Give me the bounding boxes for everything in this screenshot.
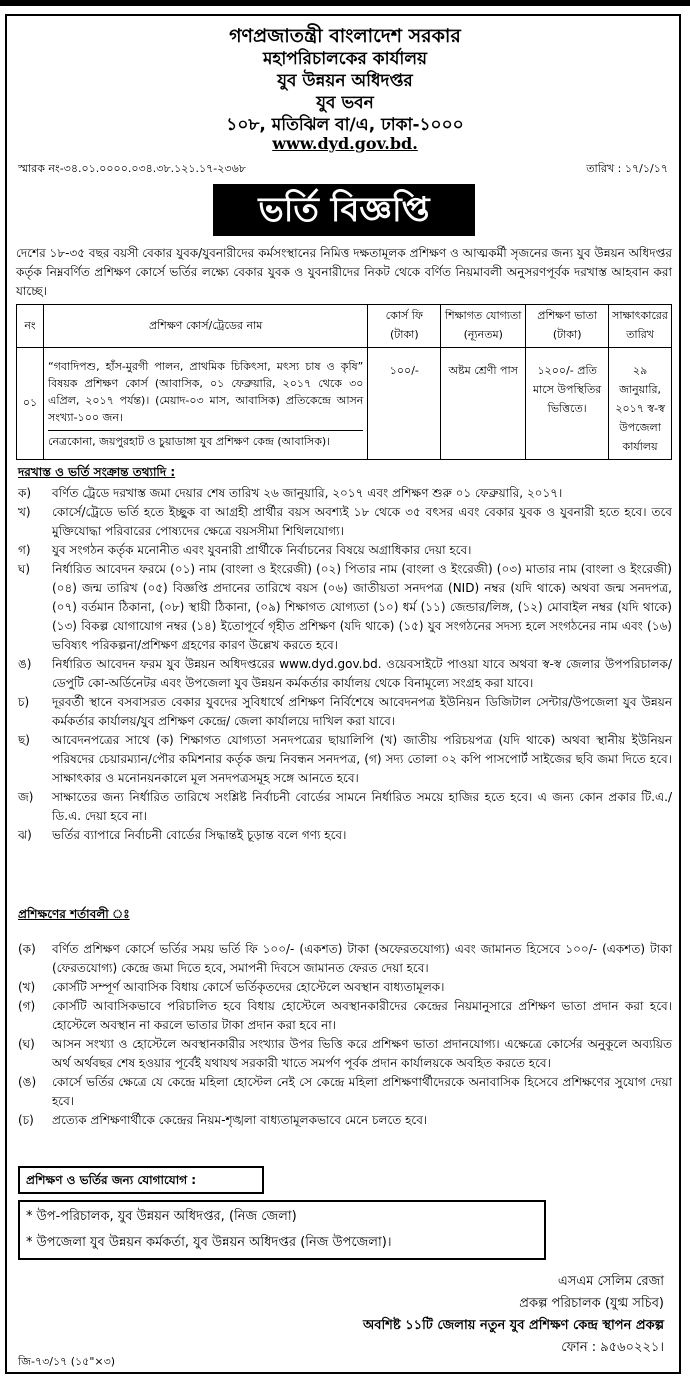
list-item: (ক) বর্ণিত প্রশিক্ষণ কোর্সে ভর্তির সময় ভর্তি ফি ১০০/- (একশত) টাকা (অফেরতযোগ্য) এবং জামানত হিসেবে ১০০/- (একশত) টাকা (ফেরতযোগ্য) কেন্দ্রে জমা দিতে হবে, সমাপনী দিবসে জামানত ফেরত দেয়া হবে। bbox=[18, 942, 672, 975]
project-name: অবশিষ্ট ১১টি জেলায় নতুন যুব প্রশিক্ষণ কেন্দ্র স্থাপন প্রকল্প bbox=[362, 1318, 664, 1333]
row-course bbox=[43, 348, 367, 460]
col-allowance: প্রশিক্ষণ ভাতা (টাকা) bbox=[526, 305, 609, 348]
notice-date: তারিখ : ১৭/১/১৭ bbox=[586, 162, 668, 175]
col-no: নং bbox=[17, 305, 44, 348]
header-department: যুব উন্নয়ন অধিদপ্তর bbox=[277, 71, 413, 91]
row-fee: ১০০/- bbox=[368, 348, 441, 460]
col-fee: কোর্স ফি (টাকা) bbox=[368, 305, 441, 348]
list-item: (গ) কোর্সটি আবাসিকভাবে পরিচালিত হবে বিধায় হোস্টেলে অবস্থানকারীদের কেন্দ্রের নিয়মানুসারে প্রশিক্ষণ ভাতা প্রদান করা হবে। হোস্টেলে অবস্থান না করলে ভাতার টাকা প্রদান করা হবে না। bbox=[18, 999, 672, 1032]
course-description: “গবাদিপশু, হাঁস-মুরগী পালন, প্রাথমিক চিকিৎসা, মৎস্য চাষ ও কৃষি” বিষয়ক প্রশিক্ষণ কোর্স (আবাসিক, ০১ ফেব্রুয়ারি, ২০১৭ থেকে ৩০ এপ্রিল, ২০১৭ পর্যন্ত)। (মেয়াদ-০৩ মাস, আবাসিক) প্রতিকেন্দ্রে আসন সংখ্যা-১০০ জন। bbox=[47, 359, 364, 424]
conditions-list bbox=[18, 940, 672, 1130]
top-rule bbox=[0, 0, 690, 6]
conditions-section-title: প্রশিক্ষণের শর্তাবলী ঃ bbox=[18, 907, 130, 921]
contact-line-upazila: * উপজেলা যুব উন্নয়ন কর্মকর্তা, যুব উন্নয়ন অধিদপ্তর (নিজ উপজেলা)। bbox=[26, 1235, 392, 1250]
list-item: ক) বর্ণিত ট্রেডে দরখাস্ত জমা দেয়ার শেষ তারিখ ২৬ জানুয়ারি, ২০১৭ এবং প্রশিক্ষণ শুরু ০১ ফেব্রুয়ারি, ২০১৭। bbox=[18, 486, 563, 500]
admission-notice-banner: ভর্তি বিজ্ঞপ্তি bbox=[213, 184, 475, 236]
contact-line-district: * উপ-পরিচালক, যুব উন্নয়ন অধিদপ্তর, (নিজ জেলা) bbox=[26, 1209, 297, 1224]
row-allowance: ১২০০/- প্রতি মাসে উপস্থিতির ভিত্তিতে। bbox=[526, 348, 609, 460]
contact-box bbox=[18, 1200, 546, 1260]
table-row bbox=[17, 348, 672, 460]
contact-title-box: প্রশিক্ষণ ও ভর্তির জন্য যোগাযোগ : bbox=[18, 1166, 264, 1194]
row-no: ০১ bbox=[17, 348, 44, 460]
header-government: গণপ্রজাতন্ত্রী বাংলাদেশ সরকার bbox=[229, 25, 461, 47]
row-qualification: অষ্টম শ্রেণী পাস bbox=[441, 348, 526, 460]
col-qualification: শিক্ষাগত যোগ্যতা (ন্যূনতম) bbox=[441, 305, 526, 348]
row-interview: ২৯ জানুয়ারি, ২০১৭ স্ব-স্ব উপজেলা কার্যালয় bbox=[609, 348, 672, 460]
list-item: (ঘ) আসন সংখ্যা ও হোস্টেলে অবস্থানকারীর সংখ্যার উপর ভিত্তি করে প্রশিক্ষণ ভাতা প্রদানযোগ্য। এক্ষেত্রে কোর্সের অনুকূলে অব্যয়িত অর্থ অর্থবছর শেষ হওয়ার পূর্বেই যথাযথ সরকারী খাতে সমর্পণ পূর্বক প্রদান কার্যালয়কে অবহিত করতে হবে। bbox=[18, 1037, 672, 1070]
header-building: যুব ভবন bbox=[316, 93, 374, 113]
ad-reference: জি-৭৩/১৭ (১৫"×৩) bbox=[18, 1355, 116, 1368]
contact-phone: ফোন : ৯৫৬০২২১। bbox=[561, 1340, 664, 1355]
course-centers: নেত্রকোনা, জয়পুরহাট ও চুয়াডাঙ্গা যুব প্রশিক্ষণ কেন্দ্র (আবাসিক)। bbox=[48, 430, 363, 450]
list-item: ঝ) ভর্তির ব্যাপারে নির্বাচনী বোর্ডের সিদ্ধান্তই চূড়ান্ত বলে গণ্য হবে। bbox=[18, 828, 347, 842]
course-table-header bbox=[17, 305, 672, 348]
list-item: চ) দূরবর্তী স্থানে বসবাসরত বেকার যুবদের সুবিধার্থে প্রশিক্ষণ নির্বিশেষে আবেদনপত্র ইউনিয়ন ডিজিটাল সেন্টার/উপজেলা যুব উন্নয়ন কর্মকর্তার কার্যালয়/যুব প্রশিক্ষণ কেন্দ্রে/ জেলা কার্যালয়ে দাখিল করা যাবে। bbox=[18, 695, 672, 728]
list-item: গ) যুব সংগঠন কর্তৃক মনোনীত এবং যুবনারী প্রার্থীকে নির্বাচনের বিষয়ে অগ্রাধিকার দেয়া হবে। bbox=[18, 543, 472, 557]
header-office: মহাপরিচালকের কার্যালয় bbox=[262, 49, 428, 69]
list-item: ঙ) নির্ধারিত আবেদন ফরম যুব উন্নয়ন অধিদপ্তরের www.dyd.gov.bd. ওয়েবসাইটে পাওয়া যাবে অথবা স্ব-স্ব জেলার উপপরিচালক/ডেপুটি কো-অর্ডিনেটর এবং উপজেলা যুব উন্নয়ন কর্মকর্তার কার্যালয় থেকে বিনামূল্যে সংগ্রহ করা যাবে। bbox=[18, 657, 672, 690]
header-website: www.dyd.gov.bd. bbox=[272, 134, 418, 153]
list-item: খ) কোর্সে/ট্রেডে ভর্তি হতে ইচ্ছুক বা আগ্রহী প্রার্থীর বয়স অবশ্যই ১৮ থেকে ৩৫ বৎসর এবং বেকার যুবক ও যুবনারী হতে হবে। তবে মুক্তিযোদ্ধা পরিবারের পোষ্যদের ক্ষেত্রে বয়সসীমা শিথিলযোগ্য। bbox=[18, 505, 672, 538]
signatory-name: এসএম সেলিম রেজা bbox=[557, 1274, 664, 1289]
list-item: (ঙ) কোর্সে ভর্তির ক্ষেত্রে যে কেন্দ্রে মহিলা হোস্টেল নেই সে কেন্দ্রে মহিলা প্রশিক্ষণার্থীদেরকে অনাবাসিক হিসেবে প্রশিক্ষণের সুযোগ দেয়া হবে। bbox=[18, 1075, 672, 1108]
memo-number: স্মারক নং-৩৪.০১.০০০০.০৩৪.৩৮.১২১.১৭-২৩৬৮ bbox=[18, 162, 246, 175]
course-table bbox=[16, 304, 672, 460]
col-course: প্রশিক্ষণ কোর্স/ট্রেডের নাম bbox=[43, 305, 367, 348]
list-item: ছ) আবেদনপত্রের সাথে (ক) শিক্ষাগত যোগ্যতা সনদপত্রের ছায়ালিপি (খ) জাতীয় পরিচয়পত্র (যদি থাকে) অথবা স্থানীয় ইউনিয়ন পরিষদের চেয়ারম্যান/পৌর কমিশনার কর্তৃক জন্ম নিবন্ধন সনদপত্র, (গ) সদ্য তোলা ০২ কপি পাসপোর্ট সাইজের ছবি জমা দিতে হবে। সাক্ষাৎকার ও মনোনয়নকালে মূল সনদপত্রসমূহ সঙ্গে আনতে হবে। bbox=[18, 733, 672, 785]
signatory-designation: প্রকল্প পরিচালক (যুগ্ম সচিব) bbox=[519, 1296, 664, 1311]
list-item: (চ) প্রত্যেক প্রশিক্ষণার্থীকে কেন্দ্রের নিয়ম-শৃঙ্খলা বাধ্যতামূলকভাবে মেনে চলতে হবে। bbox=[18, 1113, 428, 1127]
col-interview: সাক্ষাৎকারের তারিখ bbox=[609, 305, 672, 348]
application-list bbox=[18, 484, 672, 845]
list-item: (খ) কোর্সটি সম্পূর্ণ আবাসিক বিধায় কোর্সে ভর্তিকৃতদের হোস্টেলে অবস্থান বাধ্যতামূলক। bbox=[18, 980, 445, 994]
list-item: ঘ) নির্ধারিত আবেদন ফরমে (০১) নাম (বাংলা ও ইংরেজী) (০২) পিতার নাম (বাংলা ও ইংরেজী) (০৩) মাতার নাম (বাংলা ও ইংরেজী) (০৪) জন্ম তারিখ (০৫) বিজ্ঞপ্তি প্রদানের তারিখে বয়স (০৬) জাতীয়তা সনদপত্র (NID) নম্বর (যদি থাকে) অথবা জন্ম সনদপত্র, (০৭) বর্তমান ঠিকানা, (০৮) স্থায়ী ঠিকানা, (০৯) শিক্ষাগত যোগ্যতা (১০) ধর্ম (১১) জেন্ডার/লিঙ্গ, (১২) মোবাইল নম্বর (যদি থাকে) (১৩) বিকল্প যোগাযোগ নম্বর (১৪) ইতোপূর্বে গৃহীত প্রশিক্ষণ (যদি থাকে) (১৫) যুব সংগঠনের সদস্য হলে সংগঠনের নাম এবং (১৬) ভবিষ্যৎ পরিকল্পনা/প্রশিক্ষণ গ্রহণের কারণ উল্লেখ করতে হবে। bbox=[18, 562, 672, 652]
header-address: ১০৮, মতিঝিল বা/এ, ঢাকা-১০০০ bbox=[226, 115, 464, 135]
application-section-title: দরখাস্ত ও ভর্তি সংক্রান্ত তথ্যাদি : bbox=[18, 465, 176, 479]
list-item: জ) সাক্ষাতের জন্য নির্ধারিত তারিখে সংশ্লিষ্ট নির্বাচনী বোর্ডের সামনে নির্ধারিত সময়ে হাজির হতে হবে। এ জন্য কোন প্রকার টি.এ./ডি.এ. দেয়া হবে না। bbox=[18, 790, 672, 823]
intro-paragraph: দেশের ১৮-৩৫ বছর বয়সী বেকার যুবক/যুবনারীদের কর্মসংস্থানের নিমিত্ত দক্ষতামূলক প্রশিক্ষণ ও আত্মকর্মী সৃজনের জন্য যুব উন্নয়ন অধিদপ্তর কর্তৃক নিম্নবর্ণিত প্রশিক্ষণ কোর্সে ভর্তির লক্ষ্যে বেকার যুবক ও যুবনারীদের নিকট থেকে বর্ণিত নিয়মাবলী অনুসরণপূর্বক দরখাস্ত আহবান করা যাচ্ছে। bbox=[16, 246, 672, 298]
